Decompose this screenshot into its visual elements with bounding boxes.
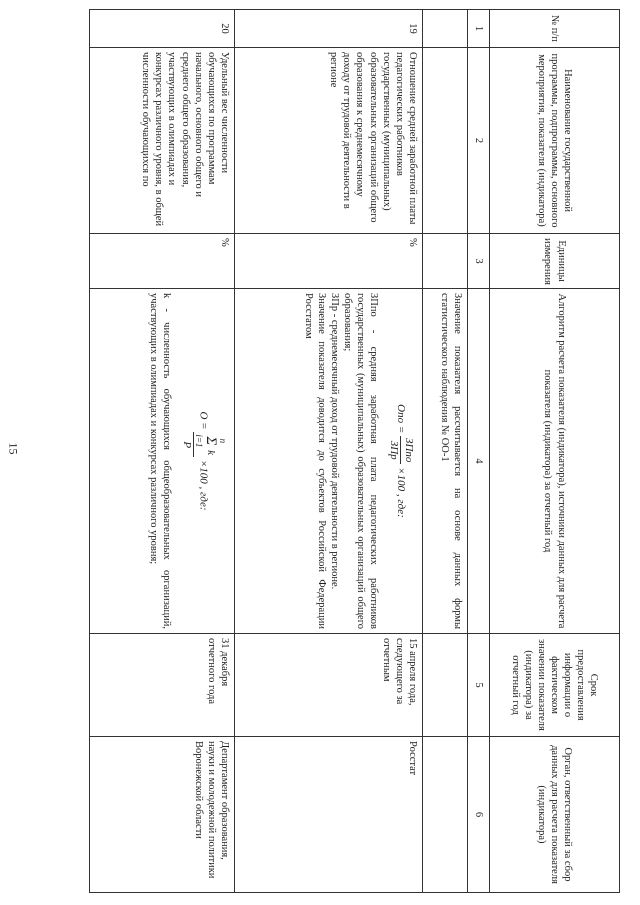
table-row-20 (90, 10, 235, 893)
responsible-body: Росстат (235, 737, 423, 893)
definition: ЗПр - среднемесячный доход от трудовой деятельности в регионе. (329, 293, 341, 590)
rotated-page (89, 9, 620, 892)
col-number: 4 (468, 289, 490, 634)
indicator-table (89, 9, 620, 893)
responsible-body: Департамент образования, науки и молодежной политики Воронежской области (90, 737, 235, 893)
column-number-row (468, 10, 490, 893)
header-name: Наименование государственной программы, подпрограммы, основного мероприятия, показателя (индикатора) (490, 48, 620, 234)
col-number: 6 (468, 737, 490, 893)
formula: Опо = ЗПпо ЗПр ×100 , где: (388, 404, 415, 518)
header-deadline: Срок предоставления информации о фактическом значении показателя (индикатора) за отчетный год (490, 634, 620, 737)
definition: ЗПпо - средняя заработная плата педагогических работников государственных (муниципальных) образовательных организаций общего образования; (342, 293, 380, 629)
unit: % (90, 234, 235, 289)
col-number: 5 (468, 634, 490, 737)
continuation-row (423, 10, 468, 893)
row-number: 19 (235, 10, 423, 48)
col-number: 1 (468, 10, 490, 48)
deadline: 31 декабря отчетного года (90, 634, 235, 737)
header-unit: Единицы измерения (490, 234, 620, 289)
algorithm (90, 289, 235, 634)
indicator-name: Удельный вес численности обучающихся по программам начального, основного общего и среднего общего образования, участвующих в олимпиадах и конкурсах различного уровня, в общей численности обучающихся по (90, 48, 235, 234)
continuation-text: Значение показателя рассчитывается на основе данных формы статистического наблюдения № ОО-1 (423, 289, 468, 634)
col-number: 3 (468, 234, 490, 289)
unit: % (235, 234, 423, 289)
algorithm (235, 289, 423, 634)
note: Значение показателя доводится до субъектов Российской Федерации Росстатом (302, 293, 327, 629)
formula: О = n Σ i=1 k P ×100 , где: (181, 411, 228, 511)
header-algorithm: Алгоритм расчета показателя (индикатора), источники данных для расчета показателя (индикатора) за отчетный год (490, 289, 620, 634)
definition: k - численность обучающихся общеобразовательных организаций, участвующих в олимпиадах и конкурсах различного уровня; (148, 293, 173, 629)
deadline: 15 апреля года, следующего за отчетным (235, 634, 423, 737)
table-row-19 (235, 10, 423, 893)
header-row (490, 10, 620, 893)
header-num: № п/п (490, 10, 620, 48)
header-responsible: Орган, ответственный за сбор данных для расчета показателя (индикатора) (490, 737, 620, 893)
row-number: 20 (90, 10, 235, 48)
indicator-name: Отношение средней заработной платы педагогических работников государственных (муниципальных) образовательных организаций общего образования к среднемесячному доходу от трудовой деятельности в регионе (235, 48, 423, 234)
page-number: 15 (6, 442, 21, 455)
col-number: 2 (468, 48, 490, 234)
